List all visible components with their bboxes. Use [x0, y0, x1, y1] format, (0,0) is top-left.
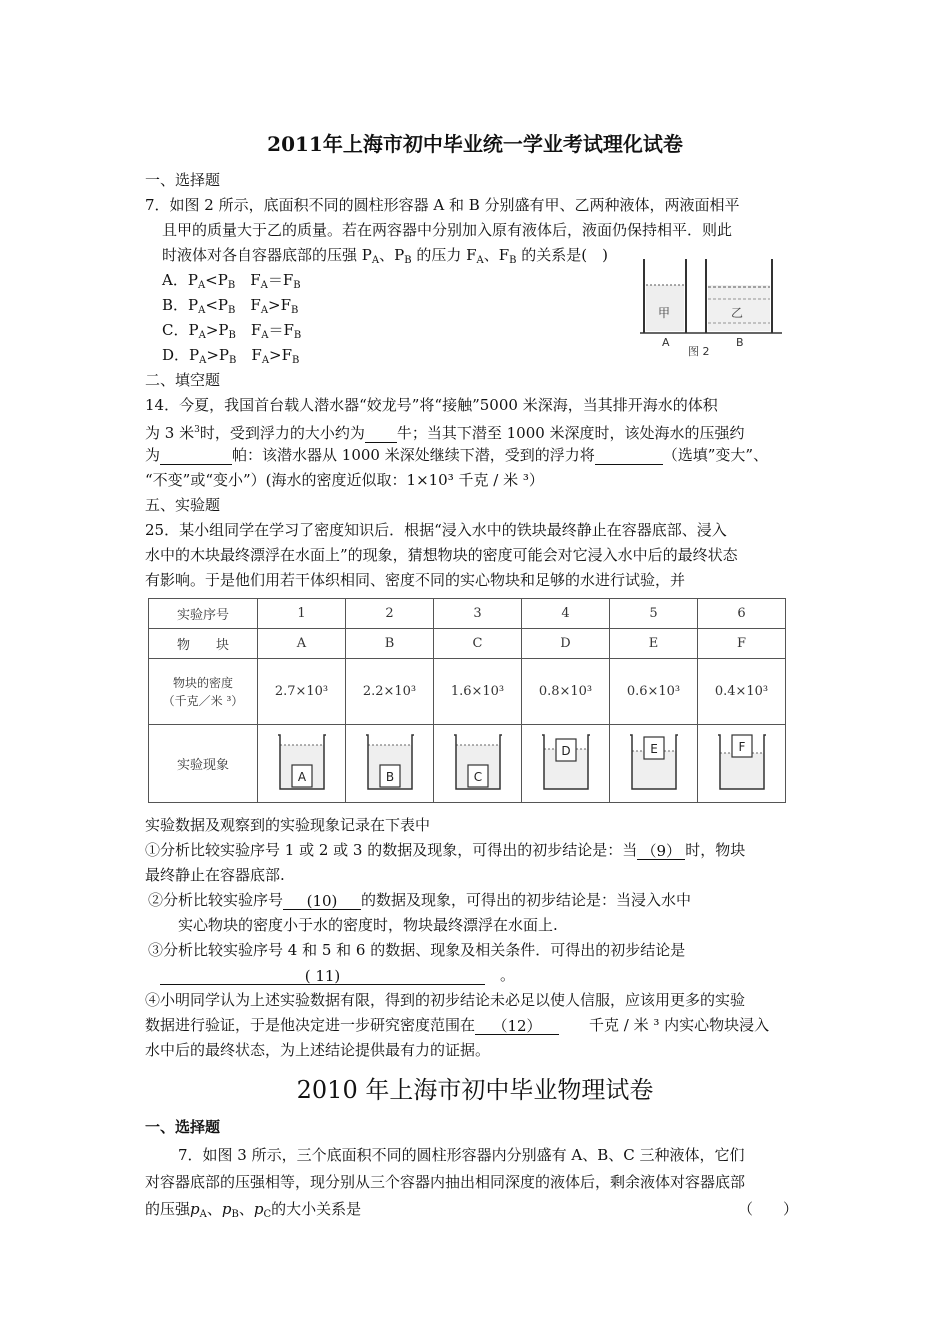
table-header-label: 实验序号	[149, 599, 258, 629]
figure-label-b: B	[736, 336, 744, 349]
table-cell-phenomenon	[346, 725, 434, 803]
table-cell-density: 0.4×10³	[698, 659, 786, 725]
section-heading-experiment: 五、实验题	[145, 496, 221, 514]
table-cell-block: B	[346, 629, 434, 659]
q25-part4-line1: ④小明同学认为上述实验数据有限，得到的初步结论未必足以使人信服，应该用更多的实验	[145, 991, 746, 1009]
section-heading-choice: 一、选择题	[145, 171, 221, 189]
table-cell-num: 1	[258, 599, 346, 629]
beaker-float-d	[540, 731, 592, 793]
table-cell-density: 0.8×10³	[522, 659, 610, 725]
table-cell-num: 4	[522, 599, 610, 629]
beaker-label: F	[738, 739, 745, 754]
table-cell-phenomenon	[258, 725, 346, 803]
table-cell-phenomenon	[698, 725, 786, 803]
table-cell-density: 2.7×10³	[258, 659, 346, 725]
table-cell-density: 2.2×10³	[346, 659, 434, 725]
q25-line2: 水中的木块最终漂浮在水面上”的现象，猜想物块的密度可能会对它浸入水中后的最终状态	[145, 546, 738, 564]
q7-option-b: B．$P_A<P_B$ $F_A>F_B$	[162, 296, 299, 316]
q25-part4-line3: 水中后的最终状态，为上述结论提供最有力的证据。	[145, 1041, 491, 1059]
beaker-label: B	[385, 769, 394, 784]
q7-option-c: C．$P_A>P_B$ $F_A=F_B$	[162, 321, 302, 341]
beaker-sink-a	[276, 731, 328, 793]
q25-part2-line2: 实心物块的密度小于水的密度时，物块最终漂浮在水面上.	[178, 916, 558, 934]
section-heading-fill: 二、填空题	[145, 371, 221, 389]
q25-part3-line1: ③分析比较实验序号 4 和 5 和 6 的数据、现象及相关条件．可得出的初步结论是	[148, 941, 686, 959]
q25-after-table: 实验数据及观察到的实验现象记录在下表中	[145, 816, 431, 834]
q25-part4-line2: 数据进行验证，于是他决定进一步研究密度范围在 （12） 千克 / 米 ³ 内实心物块浸入	[145, 1016, 770, 1035]
beaker-sink-b	[364, 731, 416, 793]
table-cell-phenomenon	[434, 725, 522, 803]
q25-part1-line1: ①分析比较实验序号 1 或 2 或 3 的数据及现象，可得出的初步结论是：当 （9） 时，物块	[145, 841, 746, 860]
figure-label-jia: 甲	[658, 306, 671, 320]
figure-label-yi: 乙	[731, 306, 744, 320]
table-row-label-block: 物 块	[149, 629, 258, 659]
q7-2010-line2: 对容器底部的压强相等，现分别从三个容器内抽出相同深度的液体后，剩余液体对容器底部	[145, 1173, 746, 1191]
table-row-label-phenomenon: 实验现象	[149, 725, 258, 803]
figure-2-containers	[636, 255, 786, 360]
exam-title-2011: 2011年上海市初中毕业统一学业考试理化试卷	[267, 132, 683, 156]
figure-label-a: A	[662, 336, 670, 349]
figure-caption: 图 2	[688, 345, 710, 358]
beaker-float-f	[716, 731, 768, 793]
beaker-label: E	[649, 741, 658, 756]
section-heading-choice-2010: 一、选择题	[145, 1118, 221, 1136]
q7-2010-line3: 的压强$p_A$、$p_B$、$p_C$的大小关系是	[145, 1200, 362, 1220]
experiment-table	[148, 598, 786, 803]
q14-line3: 为 帕：该潜水器从 1000 米深处继续下潜，受到的浮力将 （选填”变大”、	[145, 446, 769, 464]
table-cell-block: F	[698, 629, 786, 659]
q25-part1-line2: 最终静止在容器底部.	[145, 866, 285, 884]
beaker-sink-c	[452, 731, 504, 793]
table-cell-num: 6	[698, 599, 786, 629]
table-cell-phenomenon	[610, 725, 698, 803]
exam-title-2010: 2010 年上海市初中毕业物理试卷	[296, 1076, 654, 1104]
q25-part2-line1: ②分析比较实验序号 (10) 的数据及现象，可得出的初步结论是：当浸入水中	[148, 891, 692, 910]
table-cell-block: E	[610, 629, 698, 659]
table-cell-num: 5	[610, 599, 698, 629]
q7-2010-line1: 7．如图 3 所示，三个底面积不同的圆柱形容器内分别盛有 A、B、C 三种液体，它们	[178, 1146, 745, 1164]
q7-line3: 时液体对各自容器底部的压强 $P_A$、$P_B$ 的压力 $F_A$、$F_B$ 的关系是( )	[162, 246, 609, 266]
q14-line2: 为 3 米$^3$时，受到浮力的大小约为 牛；当其下潜至 1000 米深度时，该处海水的压强约	[145, 424, 745, 442]
table-row-label-density: 物块的密度 （千克／米 ³）	[149, 659, 258, 725]
table-cell-block: D	[522, 629, 610, 659]
q7-option-d: D．$P_A>P_B$ $F_A>F_B$	[162, 346, 300, 366]
table-cell-block: C	[434, 629, 522, 659]
beaker-label: A	[297, 769, 306, 784]
q7-line2: 且甲的质量大于乙的质量。若在两容器中分别加入原有液体后，液面仍保持相平．则此	[162, 221, 733, 239]
q14-line1: 14．今夏，我国首台载人潜水器“姣龙号”将“接触”5000 米深海，当其排开海水的体积	[145, 396, 718, 414]
table-cell-density: 0.6×10³	[610, 659, 698, 725]
table-cell-phenomenon	[522, 725, 610, 803]
beaker-float-e	[628, 731, 680, 793]
q25-part3-line2: ( 11) 。	[160, 965, 515, 985]
q7-2010-answer-paren: （ ）	[738, 1200, 799, 1218]
q7-option-a: A．$P_A<P_B$ $F_A=F_B$	[162, 271, 301, 291]
beaker-label: D	[560, 743, 571, 758]
table-cell-density: 1.6×10³	[434, 659, 522, 725]
q25-line3: 有影响。于是他们用若干体织相同、密度不同的实心物块和足够的水进行试验，并	[145, 571, 686, 589]
q7-line1: 7．如图 2 所示，底面积不同的圆柱形容器 A 和 B 分别盛有甲、乙两种液体，两液面相平	[145, 196, 740, 214]
table-cell-num: 3	[434, 599, 522, 629]
table-cell-num: 2	[346, 599, 434, 629]
q25-line1: 25．某小组同学在学习了密度知识后．根据“浸入水中的铁块最终静止在容器底部、浸入	[145, 521, 727, 539]
table-cell-block: A	[258, 629, 346, 659]
q14-line4: “不变”或“变小”）(海水的密度近似取：1×10³ 千克 / 米 ³）	[145, 471, 544, 489]
beaker-label: C	[473, 769, 482, 784]
